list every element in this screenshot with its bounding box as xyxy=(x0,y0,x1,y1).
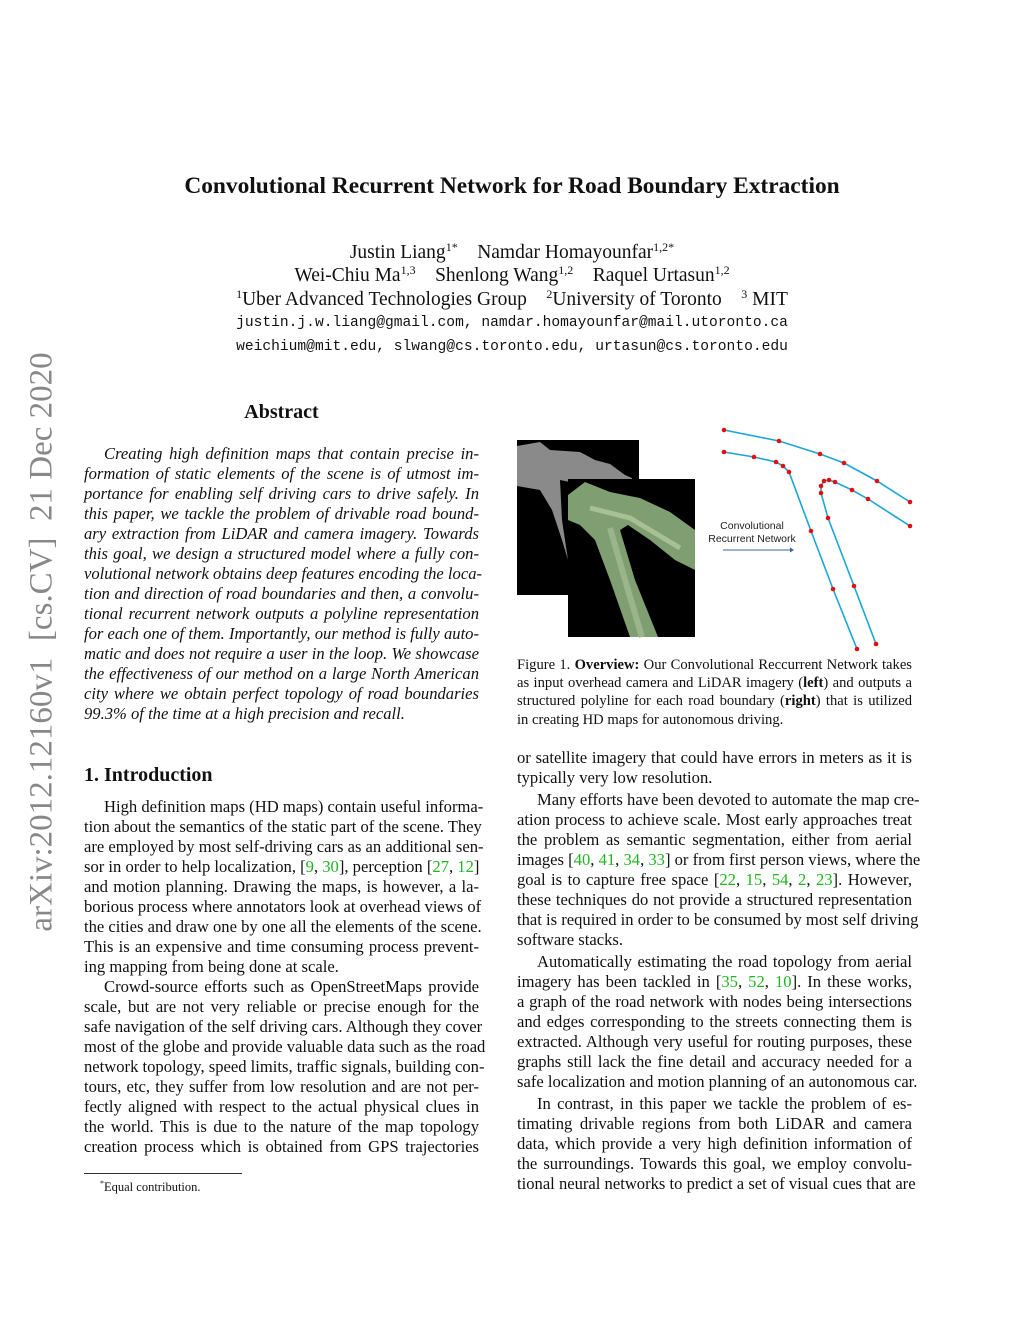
label-line-1: Convolutional xyxy=(720,520,784,532)
caption-segment: left xyxy=(803,675,824,692)
text-line: for each one of them. Importantly, our method is fully auto- xyxy=(84,624,479,643)
polyline-vertex xyxy=(809,529,814,534)
authors-line-2 xyxy=(0,263,1024,287)
text-line: the surroundings. Towards this goal, we employ convolu- xyxy=(517,1154,912,1173)
paragraph xyxy=(84,797,484,977)
author-name: Justin Liang xyxy=(349,242,446,263)
author-affiliation-mark: 1,2* xyxy=(653,240,675,254)
text-line: the cities and draw one by one all the elements of the scene. xyxy=(84,917,482,936)
introduction-text xyxy=(84,797,486,1157)
text-line: This is an expensive and time consuming process prevent- xyxy=(84,937,479,956)
text-line: sor in order to help localization, [9, 30], perception [27, 12] xyxy=(84,857,480,876)
citation[interactable]: 2 xyxy=(798,870,807,889)
author-name: Shenlong Wang xyxy=(435,265,559,286)
polyline-vertex xyxy=(822,479,827,484)
text-line: that is required in order to be consumed by most self driving xyxy=(517,910,919,929)
caption-segment: in creating HD maps for autonomous driving. xyxy=(517,711,784,728)
text-line: are employed by most self-driving cars as an additional sen- xyxy=(84,837,484,856)
caption-line xyxy=(517,692,912,710)
camera-image xyxy=(568,479,695,637)
polyline-vertex xyxy=(777,439,782,444)
citation[interactable]: 40 xyxy=(573,850,591,869)
polyline-vertex xyxy=(826,516,831,521)
citation[interactable]: 10 xyxy=(774,972,792,991)
text-line: a graph of the road network with nodes being intersections xyxy=(517,992,912,1011)
label-line-2: Recurrent Network xyxy=(708,533,796,545)
affiliation-number: 1 xyxy=(236,287,243,301)
text-line: network topology, speed limits, traffic signals, building con- xyxy=(84,1057,485,1076)
footnote-rule xyxy=(84,1173,242,1174)
text-line: ary extraction from LiDAR and camera imagery. Towards xyxy=(84,524,479,543)
paragraph xyxy=(84,444,483,724)
citation[interactable]: 12 xyxy=(457,857,474,876)
caption-segment: ) and outputs a xyxy=(823,675,912,692)
text-line: extracted. Although very useful for routing purposes, these xyxy=(517,1032,912,1051)
caption-segment: ) that is utilized xyxy=(815,693,912,710)
text-line: the effectiveness of our method on a large North American xyxy=(84,664,479,683)
text-line: Many efforts have been devoted to automate the map cre- xyxy=(537,790,920,809)
text-line: graphs still lack the fine detail and accuracy needed for a xyxy=(517,1052,912,1071)
text-line: the problem as semantic segmentation, either from aerial xyxy=(517,830,912,849)
polyline-vertex xyxy=(774,460,779,465)
author-name: Wei-Chiu Ma xyxy=(294,265,401,286)
caption-segment: Overview: xyxy=(574,657,640,673)
citation[interactable]: 41 xyxy=(598,850,616,869)
text-line: High definition maps (HD maps) contain useful informa- xyxy=(104,797,484,816)
caption-segment: structured polyline for each road boundary ( xyxy=(517,693,785,710)
text-line: tours, etc, they suffer from low resolution and are not per- xyxy=(84,1077,479,1096)
text-line: safe localization and motion planning of an autonomous car. xyxy=(517,1072,918,1091)
abstract-text xyxy=(84,444,483,724)
citation[interactable]: 23 xyxy=(815,870,833,889)
citation[interactable]: 52 xyxy=(748,972,765,991)
road-boundary-polyline xyxy=(724,430,910,502)
paragraph xyxy=(517,952,918,1092)
text-line: or satellite imagery that could have errors in meters as it is xyxy=(517,748,912,767)
polyline-vertex xyxy=(781,464,786,469)
arrow xyxy=(723,548,794,553)
caption-segment: Figure 1. xyxy=(517,657,575,673)
abstract-section xyxy=(84,401,483,724)
caption-segment: right xyxy=(784,693,816,710)
author-name: Raquel Urtasun xyxy=(592,265,715,286)
caption-line xyxy=(517,656,912,674)
polyline-vertex xyxy=(874,642,879,647)
polyline-vertex xyxy=(842,461,847,466)
text-line: tional neural networks to predict a set of visual cues that are xyxy=(517,1174,916,1193)
text-line: creation process which is obtained from GPS trajectories xyxy=(84,1137,479,1156)
polyline-vertex xyxy=(850,488,855,493)
arxiv-stamp: arXiv:2012.12160v1 [cs.CV] 21 Dec 2020 xyxy=(23,352,60,932)
text-line: these techniques do not provide a structured representation xyxy=(517,890,912,909)
text-line: matic and does not require a user in the loop. We showcase xyxy=(84,644,479,663)
citation[interactable]: 15 xyxy=(745,870,763,889)
text-line: ation process to achieve scale. Most early approaches treat xyxy=(517,810,912,829)
text-line: ing mapping from being done at scale. xyxy=(84,957,339,976)
paper-title: Convolutional Recurrent Network for Road Boundary Extraction xyxy=(184,173,840,199)
text-line: portance for enabling self driving cars to drive safely. In xyxy=(84,484,479,503)
text-line: Automatically estimating the road topology from aerial xyxy=(537,952,912,971)
authors-line-1 xyxy=(0,240,1024,264)
text-line: 99.3% of the time at a high precision and recall. xyxy=(84,704,405,723)
polyline-vertex xyxy=(852,584,857,589)
text-line: Crowd-source efforts such as OpenStreetMaps provide xyxy=(104,977,479,996)
polyline-vertex xyxy=(875,479,880,484)
figure-arrow-label xyxy=(700,520,804,546)
citation[interactable]: 22 xyxy=(719,870,736,889)
text-line: software stacks. xyxy=(517,930,623,949)
paragraph xyxy=(517,790,921,950)
citation[interactable]: 35 xyxy=(721,972,738,991)
road-boundary-polyline xyxy=(821,480,910,644)
polyline-vertex xyxy=(819,484,824,489)
text-line: typically very low resolution. xyxy=(517,768,713,787)
caption-segment: as input overhead camera and LiDAR imagery ( xyxy=(517,675,804,692)
text-line: Creating high definition maps that contain precise in- xyxy=(104,444,479,463)
emails-line-1: justin.j.w.liang@gmail.com, namdar.homayounfar@mail.utoronto.ca xyxy=(236,315,788,331)
affiliation-number: 3 xyxy=(741,287,748,301)
footnote-mark: * xyxy=(100,1179,104,1188)
text-line: most of the globe and provide valuable data such as the road xyxy=(84,1037,486,1056)
affiliation-number: 2 xyxy=(546,287,553,301)
emails-line-2: weichium@mit.edu, slwang@cs.toronto.edu, urtasun@cs.toronto.edu xyxy=(236,339,788,355)
polyline-vertex xyxy=(787,470,792,475)
figure-1-caption xyxy=(517,656,912,729)
text-line: data, which provide a very high definition information of xyxy=(517,1134,912,1153)
caption-line xyxy=(517,711,912,729)
text-line: timating drivable regions from both LiDAR and camera xyxy=(517,1114,912,1133)
text-line: tion and direction of road boundaries and then, a convolu- xyxy=(84,584,479,603)
footnote-text: Equal contribution. xyxy=(104,1180,201,1194)
citation[interactable]: 34 xyxy=(623,850,641,869)
introduction-section xyxy=(84,764,486,1157)
polyline-vertex xyxy=(908,500,913,505)
citation[interactable]: 33 xyxy=(648,850,665,869)
author-affiliation-mark: 1,2 xyxy=(558,263,574,277)
affiliation-name: Uber Advanced Technologies Group xyxy=(242,289,527,310)
polyline-vertex xyxy=(722,428,727,433)
text-line: borious process where annotators look at overhead views of xyxy=(84,897,482,916)
author-affiliation-mark: 1,2 xyxy=(714,263,730,277)
author-name: Namdar Homayounfar xyxy=(477,242,654,263)
affiliation-name: University of Toronto xyxy=(552,289,722,310)
text-line: imagery has been tackled in [35, 52, 10]. In these works, xyxy=(517,972,913,991)
polyline-vertex xyxy=(866,497,871,502)
citation[interactable]: 30 xyxy=(322,857,339,876)
text-line: safe navigation of the self driving cars. Although they cover xyxy=(84,1017,483,1036)
affiliation-name: MIT xyxy=(747,289,788,310)
text-line: goal is to capture free space [22, 15, 54, 2, 23]. However, xyxy=(517,870,913,889)
text-line: fectly aligned with respect to the actual physical clues in xyxy=(84,1097,479,1116)
right-column-text xyxy=(517,748,921,1194)
citation[interactable]: 54 xyxy=(771,870,789,889)
citation[interactable]: 27 xyxy=(432,857,449,876)
polyline-vertex xyxy=(833,480,838,485)
text-line: scale, but are not very reliable or precise enough for the xyxy=(84,997,479,1016)
author-affiliation-mark: 1,3 xyxy=(400,263,416,277)
polyline-vertex xyxy=(819,491,824,496)
polyline-vertex xyxy=(818,452,823,457)
introduction-heading: 1. Introduction xyxy=(84,764,213,786)
text-line: this goal, we design a structured model where a fully con- xyxy=(84,544,479,563)
affiliations xyxy=(0,287,1024,311)
text-line: this paper, we tackle the problem of drivable road bound- xyxy=(84,504,479,523)
caption-segment: Our Convolutional Reccurrent Network takes xyxy=(639,657,912,673)
text-line: images [40, 41, 34, 33] or from first person views, where the xyxy=(517,850,921,869)
text-line: volutional network obtains deep features encoding the loca- xyxy=(84,564,483,583)
author-affiliation-mark: 1* xyxy=(445,240,458,254)
polyline-vertex xyxy=(752,455,757,460)
abstract-heading: Abstract xyxy=(244,401,319,423)
text-line: the world. This is due to the nature of the map topology xyxy=(84,1117,479,1136)
paragraph xyxy=(517,748,912,788)
text-line: formation of static elements of the scene is of utmost im- xyxy=(84,464,479,483)
polyline-vertex xyxy=(831,587,836,592)
text-line: tional recurrent network outputs a polyline representation xyxy=(84,604,479,623)
polyline-vertex xyxy=(855,647,860,652)
paragraph xyxy=(84,977,486,1157)
text-line: In contrast, in this paper we tackle the problem of es- xyxy=(537,1094,912,1113)
citation[interactable]: 9 xyxy=(305,857,314,876)
polyline-vertex xyxy=(827,478,832,483)
text-line: city where we obtain perfect topology of road boundaries xyxy=(84,684,479,703)
text-line: and motion planning. Drawing the maps, is however, a la- xyxy=(84,877,479,896)
text-line: tion about the semantics of the static part of the scene. They xyxy=(84,817,482,836)
paragraph xyxy=(517,1094,916,1194)
footnote xyxy=(100,1179,201,1195)
caption-line xyxy=(517,674,912,692)
polyline-vertex xyxy=(722,450,727,455)
polyline-vertex xyxy=(908,524,913,529)
text-line: and edges corresponding to the streets connecting them is xyxy=(517,1012,912,1031)
